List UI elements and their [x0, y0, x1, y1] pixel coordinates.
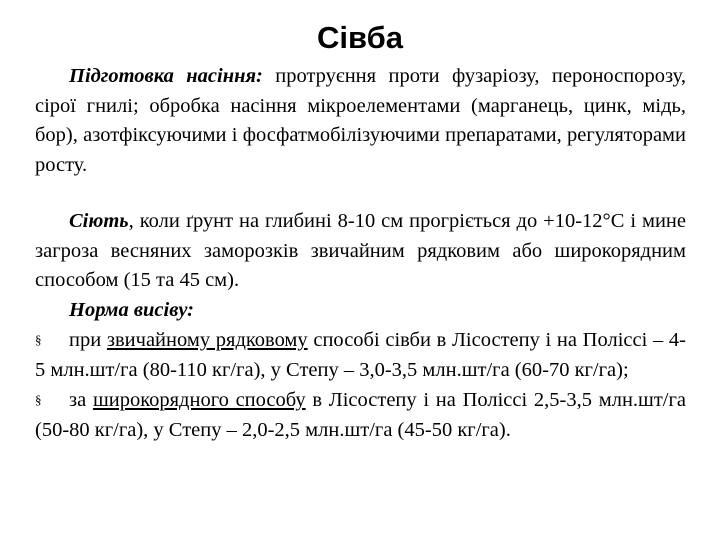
bullet-icon: §	[35, 332, 42, 347]
paragraph-spacer	[35, 180, 686, 207]
list-item-underlined: широкорядного способу	[92, 389, 306, 411]
list-item	[35, 385, 686, 445]
list-item-text: в Лісостепу і на Поліссі 2,5-3,5 млн.шт/га (50-80 кг/га), у Степу – 2,0-2,5 млн.шт/га (45-50 кг/га).	[35, 389, 686, 441]
list-item	[35, 325, 686, 385]
seed-preparation-paragraph	[35, 62, 686, 180]
sowing-text: , коли ґрунт на глибині 8-10 см прогріється до +10-12°С і мине загроза весняних заморозків звичайним рядковим або широкорядним способом (15 та 45 см).	[35, 210, 686, 291]
seeding-rate-heading-line	[35, 296, 686, 326]
document-body	[35, 62, 686, 445]
sowing-paragraph	[35, 207, 686, 296]
seed-preparation-text: протруєння проти фузаріозу, пероноспорозу, сірої гнилі; обробка насіння мікроелементами (марганець, цинк, мідь, бор), азотфіксуючими і фосфатмобілізуючими препаратами, регуляторами росту.	[35, 65, 686, 176]
bullet-icon: §	[35, 392, 42, 407]
list-item-prefix: за	[69, 389, 93, 411]
seed-preparation-label: Підготовка насіння:	[69, 65, 263, 87]
list-item-prefix: при	[69, 329, 107, 351]
list-item-underlined: звичайному рядковому	[106, 329, 308, 351]
page-title: Сівба	[316, 20, 404, 55]
seeding-rate-label: Норма висіву:	[69, 298, 195, 321]
list-item-text: способі сівби в Лісостепу і на Поліссі – 4-5 млн.шт/га (80-110 кг/га), у Степу – 3,0-3,5 млн.шт/га (60-70 кг/га);	[35, 329, 686, 381]
sowing-label: Сіють	[69, 210, 129, 232]
